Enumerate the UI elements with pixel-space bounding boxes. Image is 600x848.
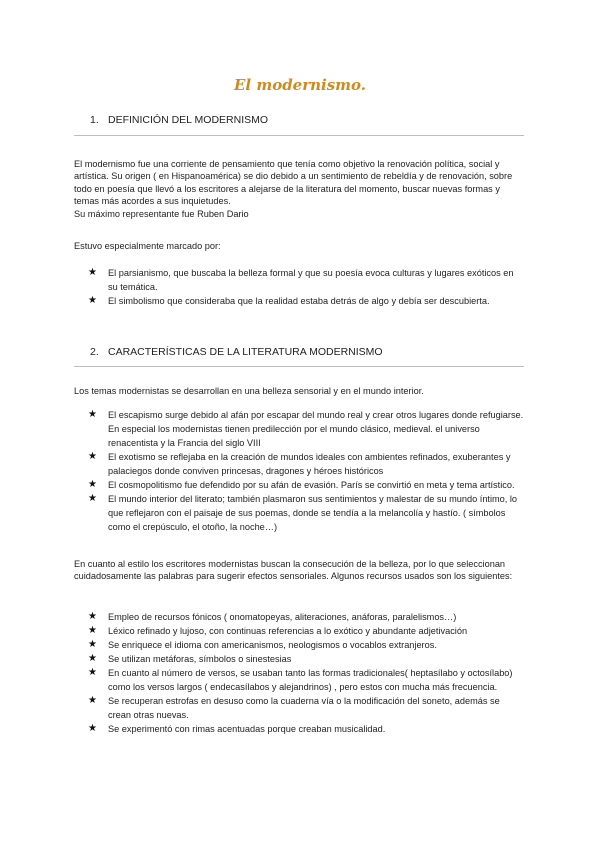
list-item [88,624,524,638]
star-icon: ★ [88,611,97,622]
characteristics-intro: Los temas modernistas se desarrollan en una belleza sensorial y en el mundo interior. [74,386,424,396]
resources-bullet-list [88,610,524,736]
star-icon: ★ [88,639,97,650]
list-item [88,408,524,450]
star-icon: ★ [88,695,97,706]
section-title: DEFINICIÓN DEL MODERNISMO [108,114,269,126]
list-item [88,266,524,294]
definition-intro: El modernismo fue una corriente de pensamiento que tenía como objetivo la renovación política, social y artística. Su origen ( en Hispanoamérica) se dio debido a un sentimiento de rebeldía y de renovación, sobre todo en poesía que llevó a los escritores a alejarse de la literatura del momento, buscar nuevas formas y temas más acordes a sus inquietudes. [74,159,513,207]
star-icon: ★ [88,451,97,462]
list-item [88,666,524,694]
section-title: CARACTERÍSTICAS DE LA LITERATURA MODERNISMO [108,346,383,358]
list-item-text: Se recuperan estrofas en desuso como la cuaderna vía o la modificación del soneto, además se crean otras nuevas. [108,696,500,720]
definition-paragraph [74,158,526,220]
list-item-text: El cosmopolitismo fue defendido por su afán de evasión. París se convirtió en meta y tema artístico. [108,480,515,490]
section-divider [74,366,524,367]
characteristics-bullet-list [88,408,524,534]
characteristics-intro-paragraph [74,385,526,397]
list-item [88,652,524,666]
list-item [88,294,524,308]
list-item-text: El exotismo se reflejaba en la creación de mundos ideales con ambientes refinados, exuberantes y palaciegos donde conviven princesas, dragones y héroes históricos [108,452,511,476]
marked-by-line [74,240,526,252]
section-divider [74,135,524,136]
list-item-text: Se utilizan metáforas, símbolos o sinestesias [108,654,292,664]
definition-representative: Su máximo representante fue Ruben Dario [74,208,249,219]
definition-bullet-list [88,266,524,308]
list-item-text: Se enriquece el idioma con americanismos, neologismos o vocablos extranjeros. [108,640,437,650]
list-item [88,492,524,534]
style-intro-paragraph [74,558,526,583]
star-icon: ★ [88,723,97,734]
list-item-text: En cuanto al número de versos, se usaban tanto las formas tradicionales( heptasílabo y octosílabo) como los versos largos ( endecasílabos y alejandrinos) , pero estos con mucha más frecuencia. [108,668,513,692]
section-number: 2. [90,346,99,358]
list-item [88,610,524,624]
star-icon: ★ [88,409,97,420]
star-icon: ★ [88,295,97,306]
section-number: 1. [90,114,99,126]
list-item [88,722,524,736]
star-icon: ★ [88,493,97,504]
star-icon: ★ [88,267,97,278]
list-item-text: Se experimentó con rimas acentuadas porque creaban musicalidad. [108,724,386,734]
section-heading-definicion [90,114,268,126]
document-title: El modernismo. [233,76,367,94]
marked-by-text: Estuvo especialmente marcado por: [74,241,221,251]
list-item-text: El parsianismo, que buscaba la belleza formal y que su poesía evoca culturas y lugares exóticos en su temática. [108,268,514,292]
star-icon: ★ [88,667,97,678]
star-icon: ★ [88,625,97,636]
list-item-text: El simbolismo que consideraba que la realidad estaba detrás de algo y debía ser descubierta. [108,296,490,306]
list-item [88,478,524,492]
list-item [88,638,524,652]
list-item-text: Empleo de recursos fónicos ( onomatopeyas, aliteraciones, anáforas, paralelismos…) [108,612,457,622]
list-item-text: El escapismo surge debido al afán por escapar del mundo real y crear otros lugares donde refugiarse. En especial los modernistas tienen predilección por el mundo clásico, medieval. el universo renacentista y la Francia del siglo VIII [108,410,524,448]
section-heading-caracteristicas [90,346,383,358]
list-item [88,694,524,722]
star-icon: ★ [88,653,97,664]
list-item-text: El mundo interior del literato; también plasmaron sus sentimientos y malestar de su mundo íntimo, lo que reflejaron con el paisaje de sus poemas, donde se tendía a la melancolía y hastío. ( símbolos como el crepúsculo, el otoño, la noche…) [108,494,518,532]
style-intro: En cuanto al estilo los escritores modernistas buscan la consecución de la belleza, por lo que seleccionan cuidadosamente las palabras para sugerir efectos sensoriales. Algunos recursos usados son los siguientes: [74,559,513,582]
star-icon: ★ [88,479,97,490]
list-item-text: Léxico refinado y lujoso, con continuas referencias a lo exótico y abundante adjetivación [108,626,468,636]
list-item [88,450,524,478]
